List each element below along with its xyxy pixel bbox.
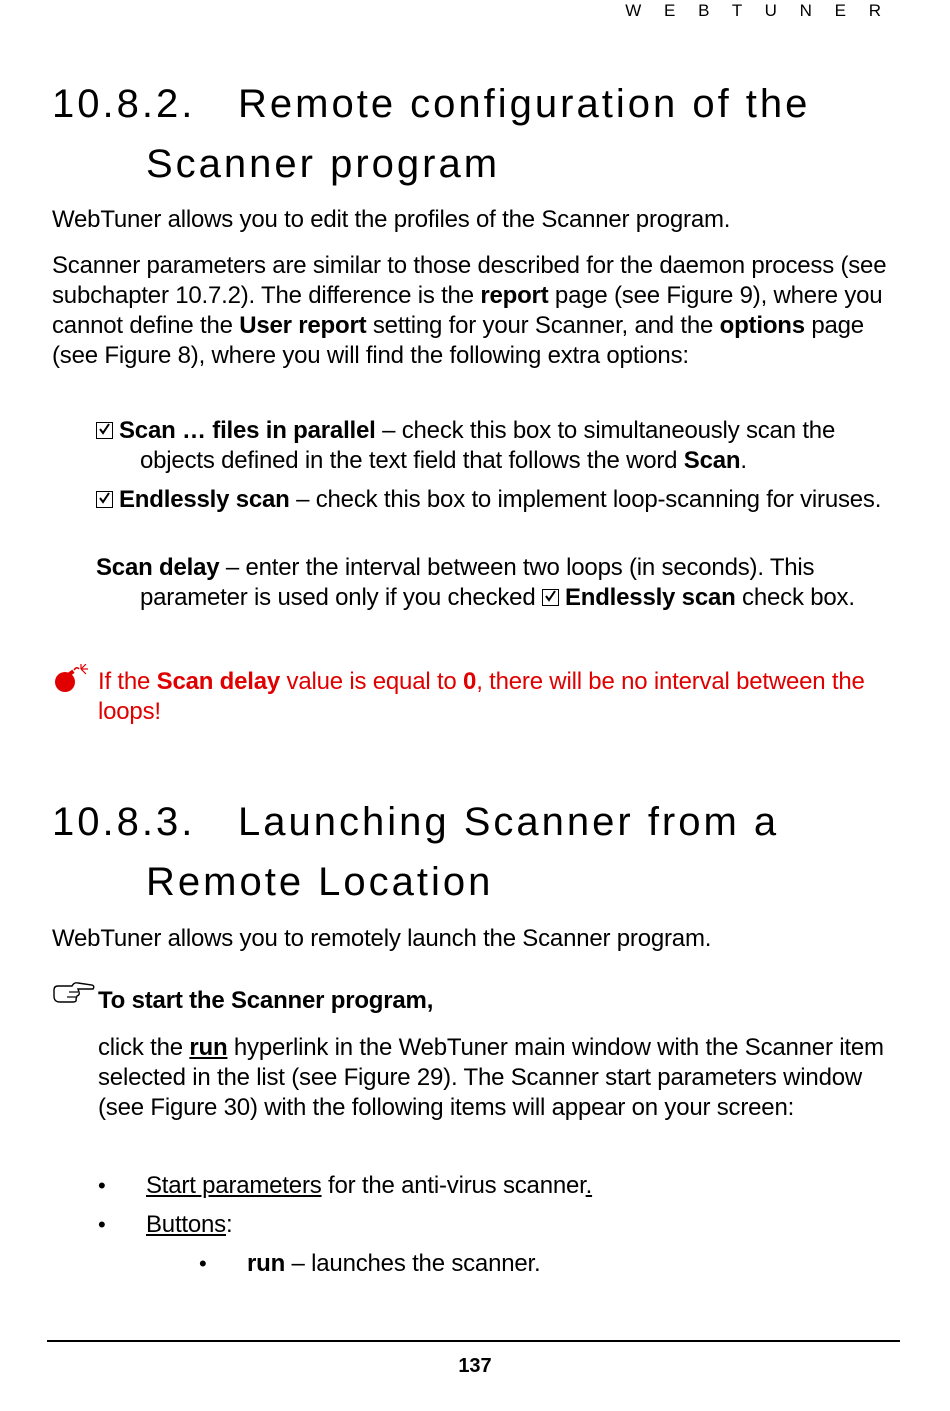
text: Scanner parameters are similar to those described for the daemon process (see subchapter 10.7.2). The difference is the [52,252,887,309]
checkbox-checked-icon [96,491,113,508]
option-scan-parallel [96,416,896,476]
text: value is equal to [280,668,464,695]
section-number: 10.8.3. [52,800,196,844]
section-title-line2: Scanner program [146,142,501,186]
pointing-hand-icon [52,980,96,1011]
text: for the anti-virus scanner [321,1172,586,1199]
option-label: Endlessly scan [119,486,290,513]
text: . [585,1172,593,1199]
bullet: • [199,1251,207,1276]
paragraph-launch-intro: WebTuner allows you to remotely launch the Scanner program. [52,925,712,952]
warning-note [98,667,898,727]
checkbox-checked-icon [542,589,559,606]
text: – enter the interval between two loops (in seconds). This parameter is used only if you checked [140,554,815,611]
section-title-line1: Remote configuration of the [238,82,811,126]
bomb-icon [52,664,92,699]
text: setting for your Scanner, and the [366,312,720,339]
option-scan-delay [96,553,898,613]
section-heading-10-8-2 [52,74,912,194]
text: , there will be no interval between the loops! [98,668,865,725]
page-number: 137 [458,1355,492,1377]
text: check box. [735,584,855,611]
start-parameters-link[interactable]: Start parameters [146,1172,322,1199]
running-header: W E B T U N E R [625,1,890,20]
text: – check this box to simultaneously scan the objects defined in the text field that follows the word [140,417,836,474]
option-label: Scan … files in parallel [119,417,376,444]
text: page (see Figure 9), where you cannot define the [52,282,883,339]
procedure-step [98,1033,898,1123]
procedure-title: To start the Scanner program, [98,987,434,1014]
section-heading-10-8-3 [52,792,912,912]
bold-term-user-report: User report [239,312,367,339]
footer-rule [47,1340,900,1342]
option-label: Scan delay [96,554,220,581]
text: hyperlink in the WebTuner main window with the Scanner item selected in the list (see Figure 29). The Scanner start parameters window (see Figure 30) with the following items will appear on your screen: [98,1034,884,1121]
bold-term-options: options [719,312,805,339]
section-number: 10.8.2. [52,82,196,126]
bold-term-run: run [247,1250,286,1277]
bold-term-endlessly-scan: Endlessly scan [564,584,736,611]
sub-list-item [199,1249,899,1279]
list-item [98,1210,898,1240]
list-item [98,1171,898,1201]
option-endlessly-scan [96,485,896,515]
text: : [226,1211,233,1238]
paragraph-parameters [52,251,902,371]
bold-term-scan-delay: Scan delay [156,668,281,695]
section-title-line2: Remote Location [146,860,494,904]
bold-term-report: report [480,282,549,309]
buttons-link[interactable]: Buttons [146,1211,226,1238]
text: – launches the scanner. [285,1250,541,1277]
bullet: • [98,1212,106,1237]
section-title-line1: Launching Scanner from a [238,800,780,844]
paragraph-intro: WebTuner allows you to edit the profiles of the Scanner program. [52,206,731,233]
run-hyperlink[interactable]: run [189,1034,228,1061]
bullet: • [98,1173,106,1198]
text: If the [98,668,157,695]
checkbox-checked-icon [96,422,113,439]
text: – check this box to implement loop-scanning for viruses. [289,486,882,513]
bold-term-scan: Scan [683,447,741,474]
text: . [740,447,747,474]
text: click the [98,1034,190,1061]
bold-value-zero: 0 [463,668,477,695]
text: page (see Figure 8), where you will find the following extra options: [52,312,864,369]
